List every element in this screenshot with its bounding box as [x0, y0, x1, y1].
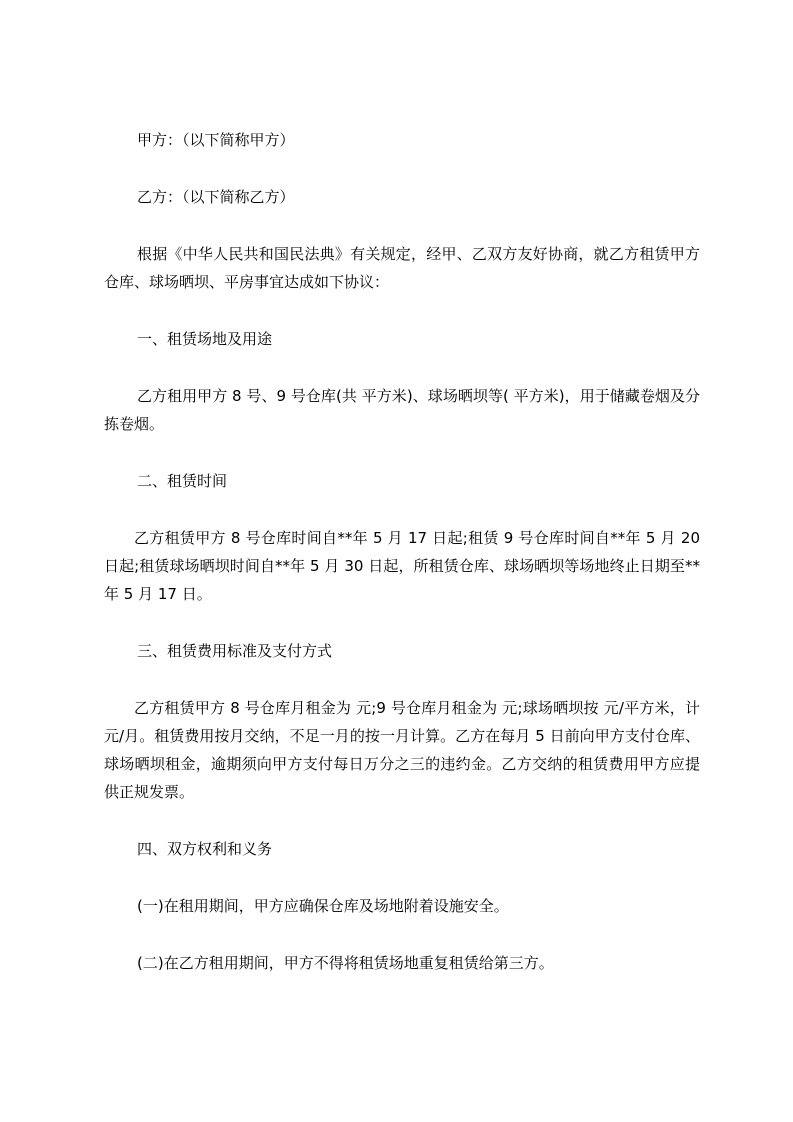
clause-4-1: (一)在租用期间，甲方应确保仓库及场地附着设施安全。 [137, 897, 509, 915]
party-a-line: 甲方：（以下简称甲方） [137, 131, 295, 149]
section-1-paragraph: 乙方租用甲方 8 号、9 号仓库(共 平方米)、球场晒坝等( 平方米)，用于储藏卷烟及分拣卷烟。 [104, 387, 700, 433]
document-body [104, 126, 700, 1006]
section-heading-2: 二、租赁时间 [137, 472, 228, 490]
party-b-line: 乙方：（以下简称乙方） [137, 188, 295, 206]
clause-4-2: (二)在乙方租用期间，甲方不得将租赁场地重复租赁给第三方。 [137, 954, 554, 972]
preamble-paragraph: 根据《中华人民共和国民法典》有关规定，经甲、乙双方友好协商，就乙方租赁甲方仓库、球场晒坝、平房事宜达成如下协议： [104, 245, 700, 291]
section-3-paragraph: 乙方租赁甲方 8 号仓库月租金为 元;9 号仓库月租金为 元;球场晒坝按 元/平方米，计 元/月。租赁费用按月交纳，不足一月的按一月计算。乙方在每月 5 日前向甲方支付仓库、球场晒坝租金，逾期须向甲方支付每日万分之三的违约金。乙方交纳的租赁费用甲方应提供正规发票。 [104, 699, 700, 801]
section-heading-1: 一、租赁场地及用途 [137, 330, 273, 348]
section-heading-3: 三、租赁费用标准及支付方式 [137, 642, 333, 660]
section-2-paragraph: 乙方租赁甲方 8 号仓库时间自**年 5 月 17 日起;租赁 9 号仓库时间自**年 5 月 20 日起;租赁球场晒坝时间自**年 5 月 30 日起，所租赁仓库、球场晒坝等场地终止日期至**年 5 月 17 日。 [104, 529, 700, 603]
section-heading-4: 四、双方权利和义务 [137, 840, 273, 858]
